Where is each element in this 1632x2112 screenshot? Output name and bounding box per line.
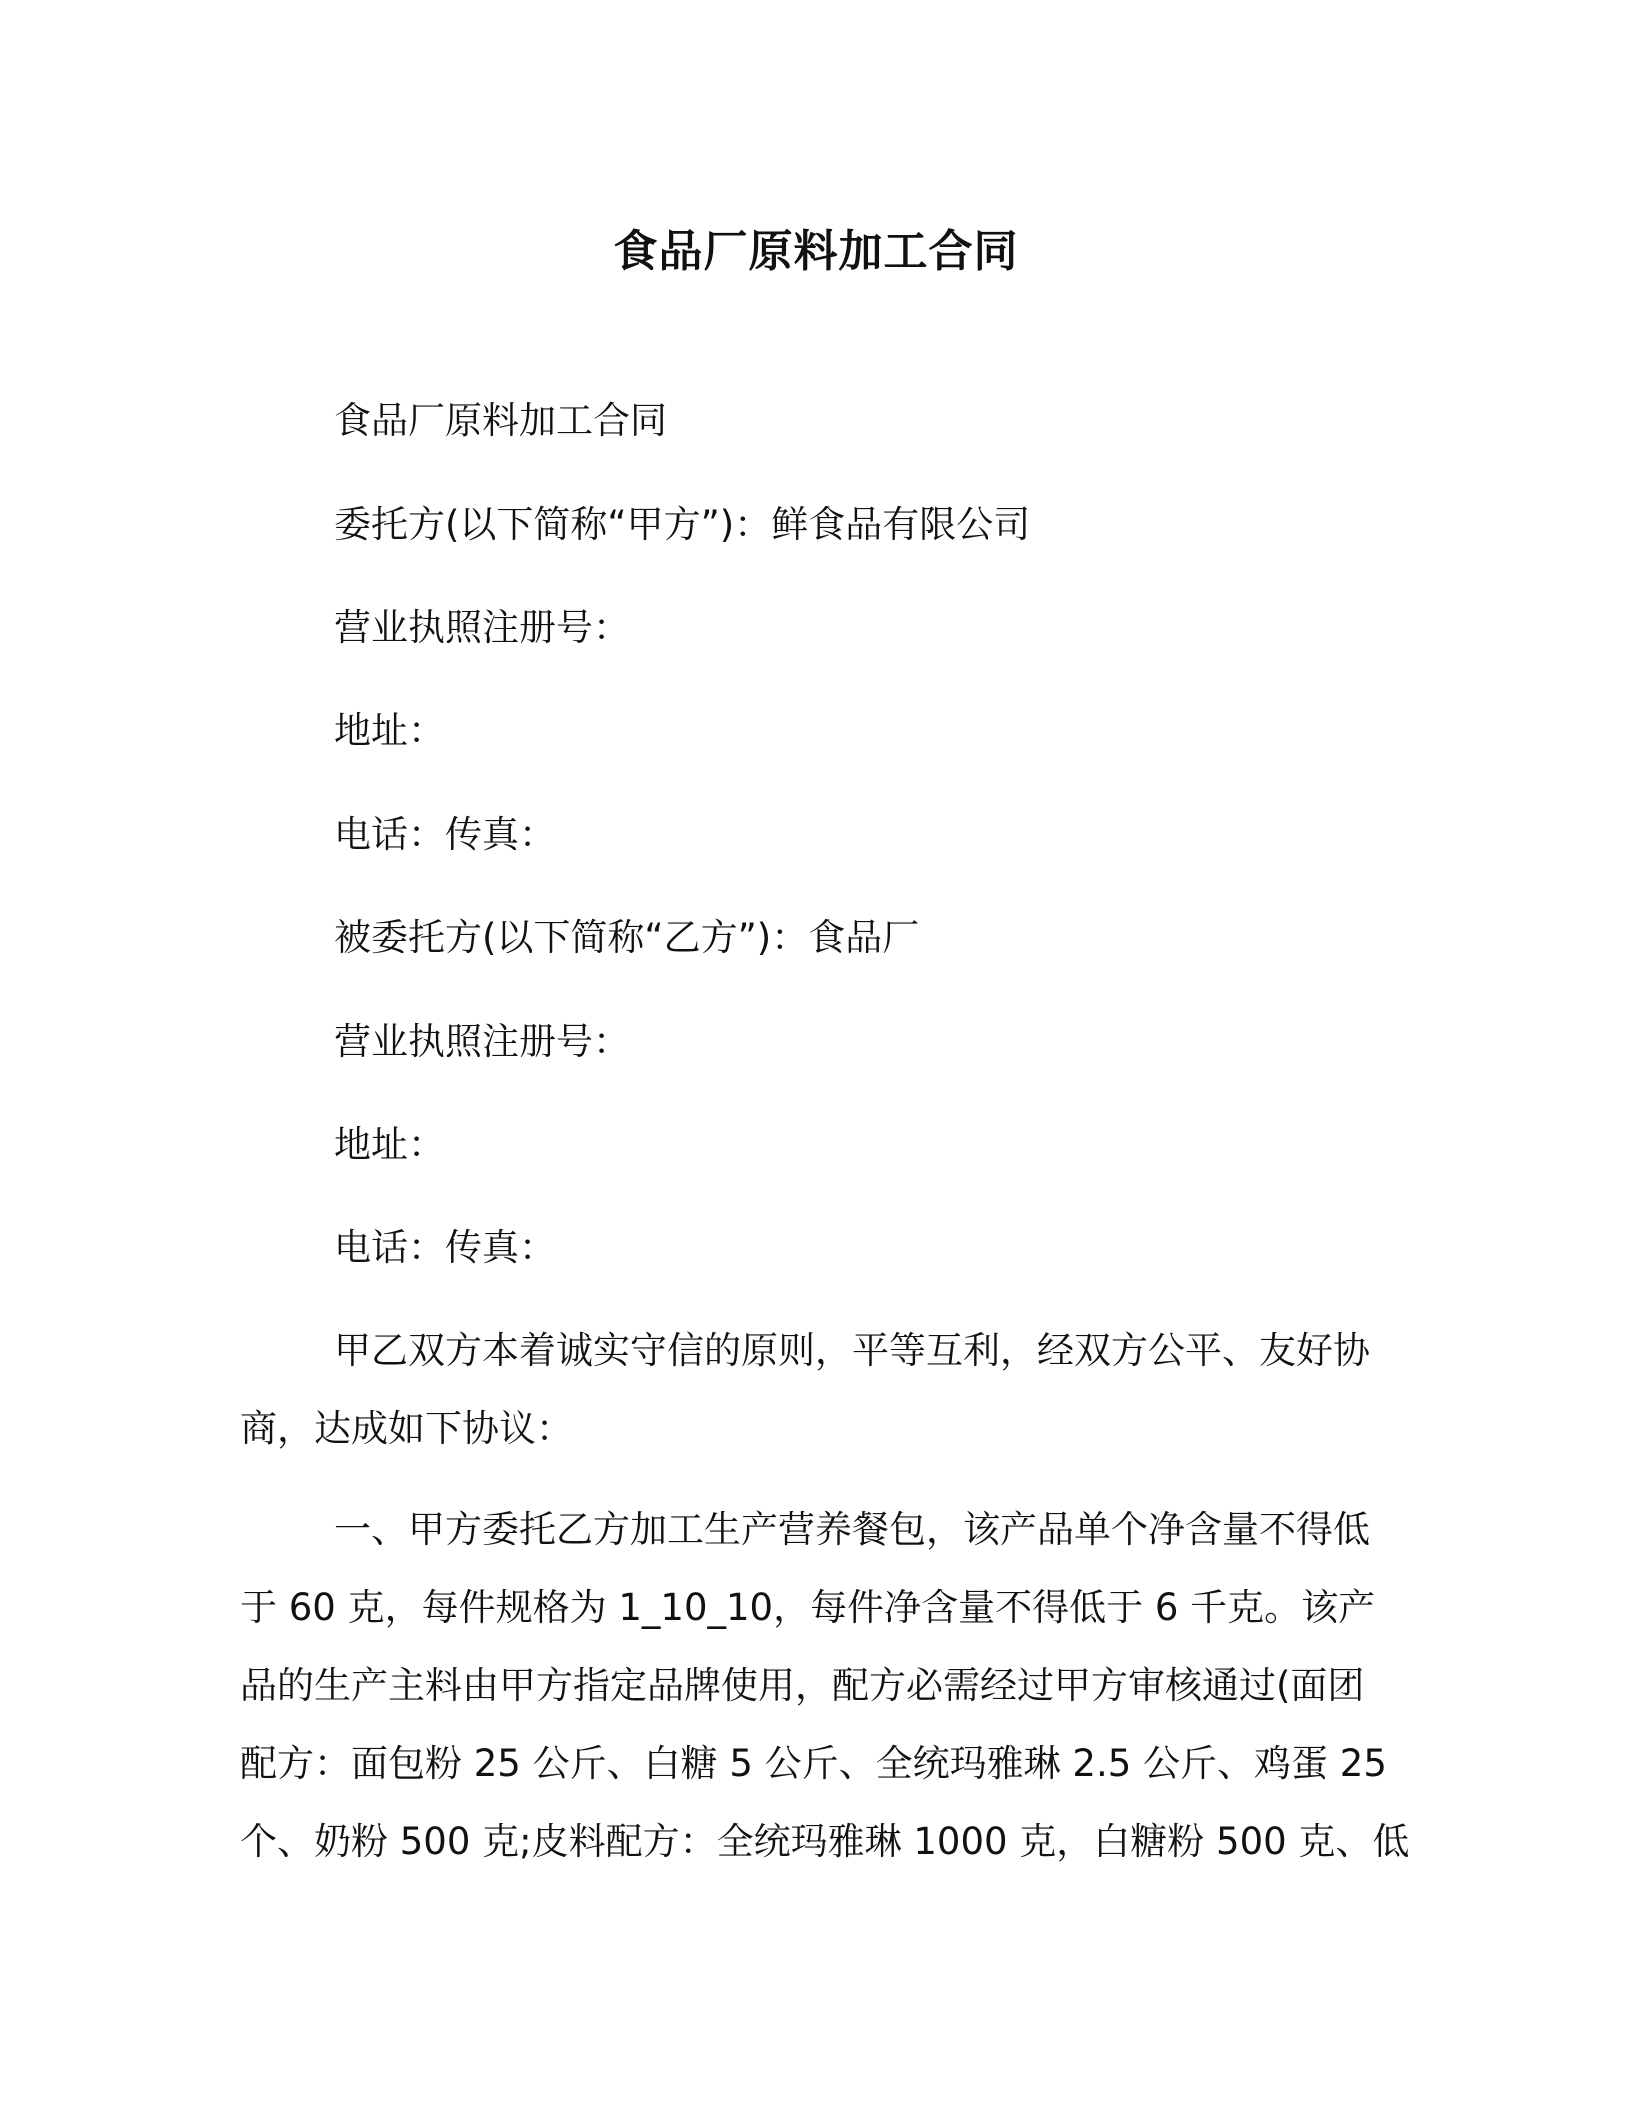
paragraph-line: 个、奶粉 500 克;皮料配方：全统玛雅琳 1000 克，白糖粉 500 克、低 (240, 1820, 1410, 1863)
paragraph-line: 商，达成如下协议： (240, 1407, 573, 1450)
party-b-name-line: 被委托方(以下简称“乙方”)：食品厂 (334, 916, 920, 959)
paragraph-line: 一、甲方委托乙方加工生产营养餐包，该产品单个净含量不得低 (334, 1508, 1370, 1551)
preamble-paragraph (240, 1326, 1370, 1482)
party-b-address-line: 地址： (334, 1123, 445, 1166)
paragraph-line: 甲乙双方本着诚实守信的原则，平等互利，经双方公平、友好协 (334, 1329, 1370, 1372)
party-a-phone-fax-line: 电话：传真： (334, 813, 556, 856)
clause-one-paragraph (240, 1505, 1410, 1895)
document-title: 食品厂原料加工合同 (613, 226, 1019, 277)
party-a-name-line: 委托方(以下简称“甲方”)：鲜食品有限公司 (334, 503, 1031, 546)
party-a-license-line: 营业执照注册号： (334, 606, 630, 649)
party-a-address-line: 地址： (334, 709, 445, 752)
paragraph-line: 于 60 克，每件规格为 1_10_10，每件净含量不得低于 6 千克。该产 (240, 1586, 1376, 1629)
party-b-license-line: 营业执照注册号： (334, 1020, 630, 1063)
party-b-phone-fax-line: 电话：传真： (334, 1226, 556, 1269)
contract-name-line: 食品厂原料加工合同 (334, 399, 667, 442)
paragraph-line: 品的生产主料由甲方指定品牌使用，配方必需经过甲方审核通过(面团 (240, 1664, 1365, 1707)
paragraph-line: 配方：面包粉 25 公斤、白糖 5 公斤、全统玛雅琳 2.5 公斤、鸡蛋 25 (240, 1742, 1387, 1785)
